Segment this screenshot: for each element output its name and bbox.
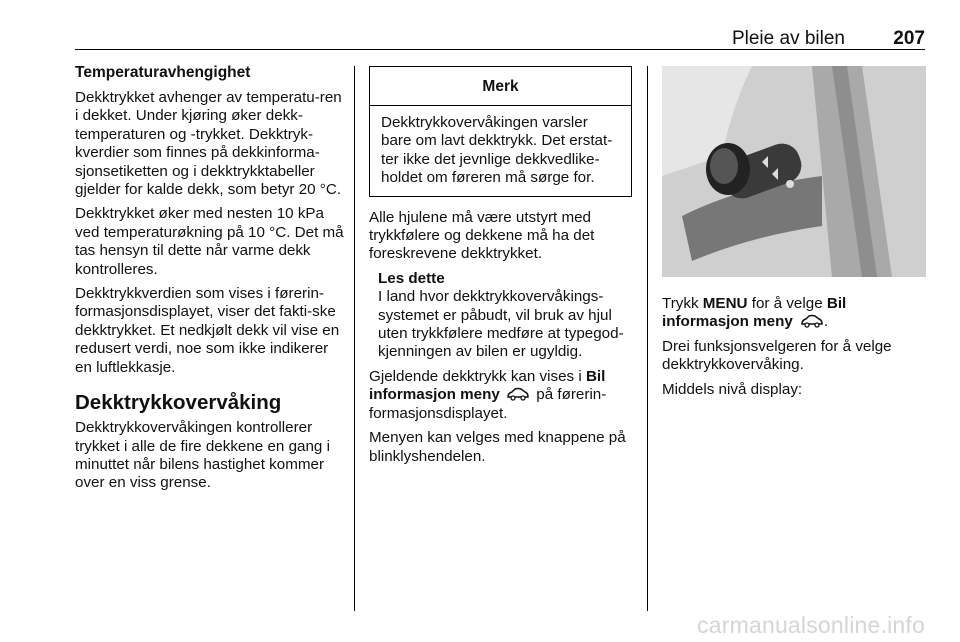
steering-stalk-photo xyxy=(662,66,926,277)
paragraph: Dekktrykkovervåkingen kontrollerer trykket i alle de fire dekkene en gang i minuttet når bilens hastighet kommer over en viss grense. xyxy=(75,419,330,492)
paragraph: Dekktrykket avhenger av temperatu-ren i dekket. Under kjøring øker dekk-temperaturen og -trykket. Dekktryk-kverdier som finnes på dekkinforma-sjonsetiketten og i dekktrykktabeller gjelder for kalde dekk, som betyr 20 °C. xyxy=(75,89,342,199)
paragraph: Menyen kan velges med knappene på blinklyshendelen. xyxy=(369,429,626,465)
menu-button-name: MENU xyxy=(702,295,748,312)
menu-name: Bil informasjon meny xyxy=(369,367,606,404)
menu-name: Bil informasjon meny xyxy=(662,295,847,331)
text-run: Gjeldende dekktrykk kan vises i xyxy=(369,367,586,385)
stalk-illustration xyxy=(662,66,926,277)
note-title: Merk xyxy=(370,67,631,106)
column-right xyxy=(662,66,926,405)
watermark: carmanualsonline.info xyxy=(697,612,925,638)
text-run: for å velge xyxy=(747,295,827,312)
column-left xyxy=(75,64,345,499)
page-number: 207 xyxy=(893,28,925,49)
car-icon xyxy=(800,314,824,328)
column-divider xyxy=(647,66,648,611)
text-run: Trykk xyxy=(662,295,703,312)
paragraph xyxy=(662,295,926,332)
text-run: . xyxy=(824,313,829,331)
paragraph: Dekktrykket øker med nesten 10 kPa ved temperaturøkning på 10 °C. Det må tas hensyn til dette når varme dekk kontrolleres. xyxy=(75,205,344,278)
caution-title: Les dette xyxy=(378,269,445,287)
note-box xyxy=(369,66,632,197)
paragraph: Middels nivå display: xyxy=(662,380,803,398)
caution-text: I land hvor dekktrykkovervåkings-systemet er påbudt, vil bruk av hjul uten trykkfølere medføre at typegod-kjenningen av bilen er ugyldig. xyxy=(378,288,624,361)
header-rule xyxy=(75,49,925,50)
column-divider xyxy=(354,66,355,611)
paragraph xyxy=(369,368,633,423)
section-title: Pleie av bilen xyxy=(731,28,845,49)
note-text: Dekktrykkovervåkingen varsler bare om lavt dekktrykk. Det erstat-ter ikke det jevnlige dekkvedlike-holdet om føreren må sørge for. xyxy=(381,114,613,187)
column-middle xyxy=(369,66,633,472)
heading-tire-monitoring: Dekktrykkovervåking xyxy=(75,391,282,415)
car-icon xyxy=(506,387,530,401)
heading-temperature: Temperaturavhengighet xyxy=(75,64,251,81)
paragraph: Drei funksjonsvelgeren for å velge dekktrykkovervåking. xyxy=(662,337,892,374)
paragraph: Dekktrykkverdien som vises i førerin-formasjonsdisplayet, viser det fakti-ske dekktrykket. Et nedkjølt dekk vil vise en redusert verdi, noe som ikke indikerer en luftlekkasje. xyxy=(75,285,340,376)
paragraph: Alle hjulene må være utstyrt med trykkfølere og dekkene må ha det foreskrevene dekktrykket. xyxy=(369,208,595,263)
page-header xyxy=(75,28,925,48)
caution-block xyxy=(369,270,633,362)
text-run: på førerin-formasjonsdisplayet. xyxy=(369,386,607,422)
